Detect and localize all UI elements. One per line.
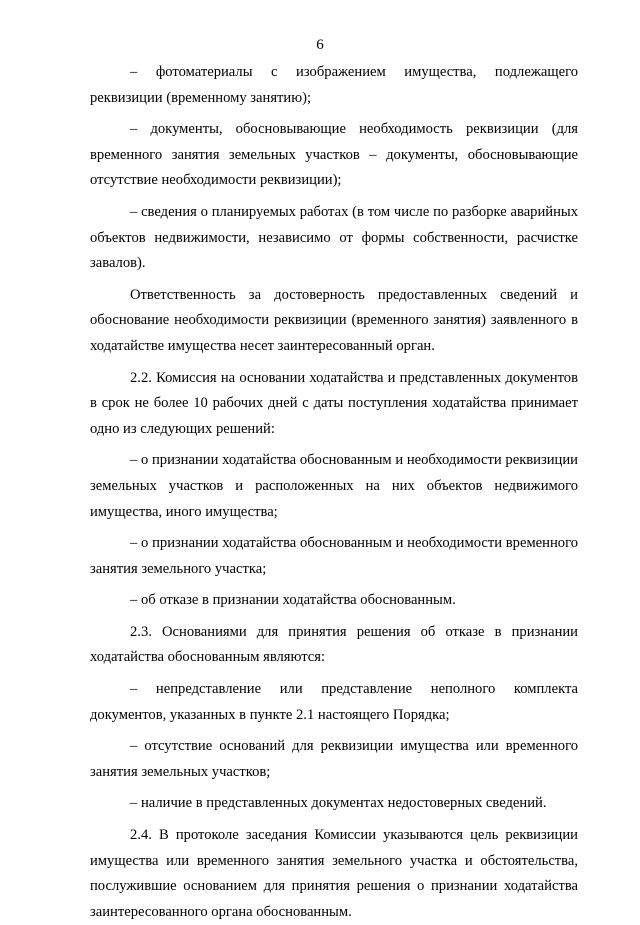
page-number: 6: [316, 37, 324, 53]
paragraph-ground-incomplete-documents: – непредставление или представление неполного комплекта документов, указанных в пункте 2.1 настоящего Порядка;: [90, 681, 578, 723]
paragraph-decision-refusal: – об отказе в признании ходатайства обоснованным.: [130, 592, 456, 609]
paragraph-planned-works: – сведения о планируемых работах (в том числе по разборке аварийных объектов недвижимости, независимо от формы собственности, расчистке завалов).: [90, 203, 578, 272]
paragraph-decision-requisition: – о признании ходатайства обоснованным и необходимости реквизиции земельных участков и расположенных на них объектов недвижимого имущества, иного имущества;: [90, 452, 578, 520]
paragraph-2-3: 2.3. Основаниями для принятия решения об отказе в признании ходатайства обоснованным являются:: [90, 623, 578, 666]
paragraph-ground-no-basis: – отсутствие оснований для реквизиции имущества или временного занятия земельных участков;: [90, 738, 578, 780]
paragraph-photo-materials: – фотоматериалы с изображением имущества, подлежащего реквизиции (временному занятию);: [90, 64, 578, 106]
paragraph-2-4: 2.4. В протоколе заседания Комиссии указываются цель реквизиции имущества или временного занятия земельного участка и обстоятельства, послужившие основанием для принятия решения о признании ходатайства заинтересованного органа обоснованным.: [90, 827, 578, 920]
paragraph-ground-false-info: – наличие в представленных документах недостоверных сведений.: [130, 795, 547, 812]
paragraph-2-2: 2.2. Комиссия на основании ходатайства и представленных документов в срок не более 10 рабочих дней с даты поступления ходатайства принимает одно из следующих решений:: [90, 369, 578, 437]
document-body: [90, 60, 578, 925]
paragraph-responsibility: Ответственность за достоверность предоставленных сведений и обоснование необходимости реквизиции (временного занятия) заявленного в ходатайстве имущества несет заинтересованный орган.: [90, 286, 578, 354]
paragraph-decision-temporary-occupation: – о признании ходатайства обоснованным и необходимости временного занятия земельного участка;: [90, 535, 578, 577]
paragraph-justifying-documents: – документы, обосновывающие необходимость реквизиции (для временного занятия земельных участков – документы, обосновывающие отсутствие необходимости реквизиции);: [90, 121, 578, 189]
